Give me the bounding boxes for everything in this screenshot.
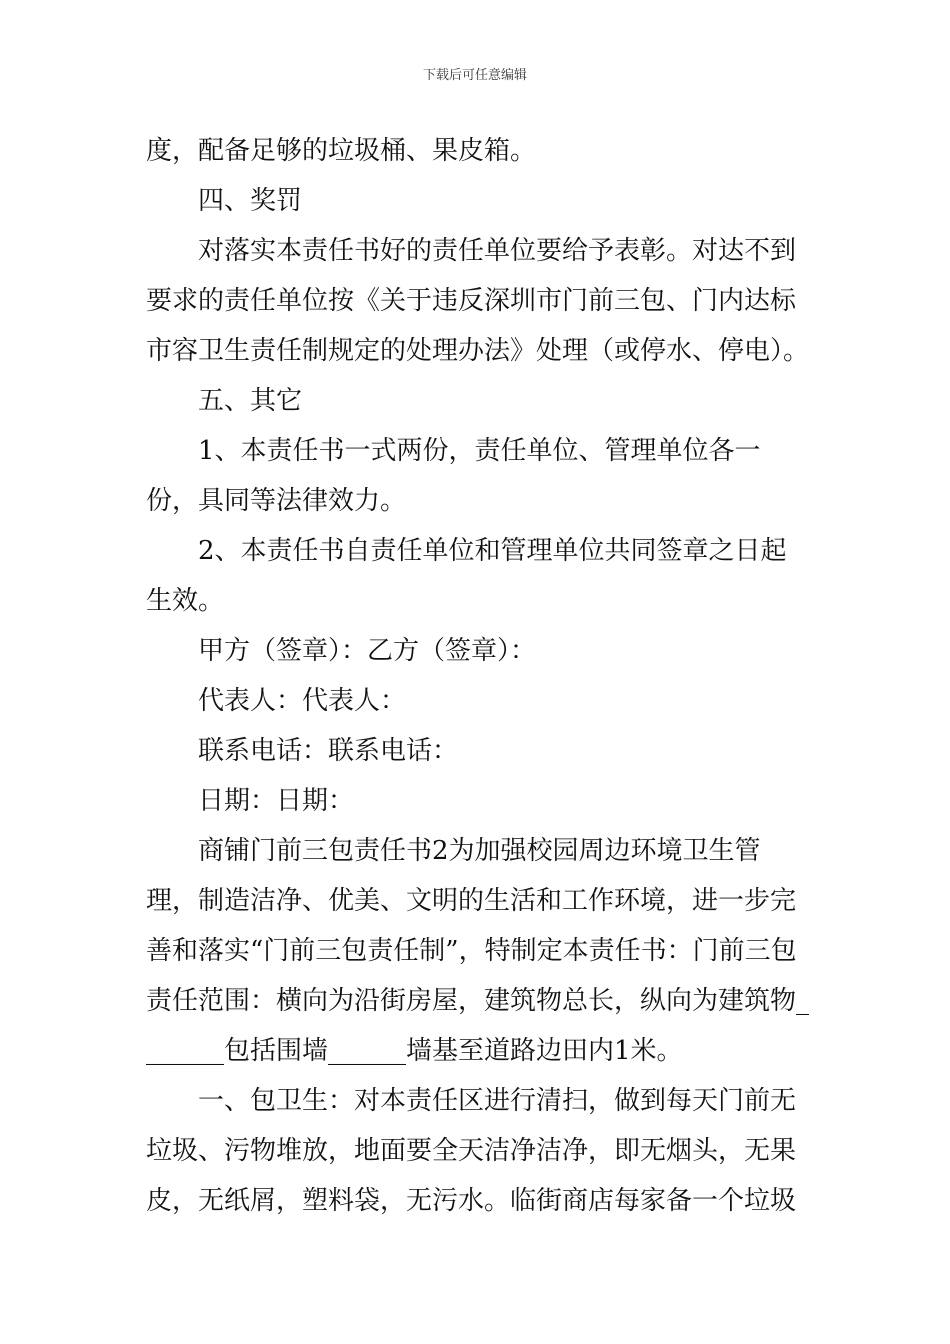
document-body (146, 126, 810, 1226)
page-header: 下载后可任意编辑 (422, 68, 527, 83)
paragraph-item-1: 1、本责任书一式两份，责任单位、管理单位各一份，具同等法律效力。 (146, 436, 761, 516)
representative-line: 代表人：代表人： (198, 686, 407, 716)
paragraph-item-2: 2、本责任书自责任单位和管理单位共同签章之日起生效。 (146, 536, 787, 616)
signature-parties-line: 甲方（签章）：乙方（签章）： (198, 636, 537, 666)
paragraph-hygiene: 一、包卫生：对本责任区进行清扫，做到每天门前无垃圾、污物堆放，地面要全天洁净洁净，即无烟头，无果皮，无纸屑，塑料袋，无污水。临街商店每家备一个垃圾 (146, 1086, 797, 1216)
section-heading-other: 五、其它 (198, 386, 303, 416)
date-line: 日期：日期： (198, 786, 355, 816)
section-heading-rewards: 四、奖罚 (198, 186, 303, 216)
paragraph-rewards: 对落实本责任书好的责任单位要给予表彰。对达不到要求的责任单位按《关于违反深圳市门前三包、门内达标市容卫生责任制规定的处理办法》处理（或停水、停电）。 (146, 236, 810, 366)
phone-line: 联系电话：联系电话： (198, 736, 459, 766)
paragraph-continuation: 度，配备足够的垃圾桶、果皮箱。 (146, 136, 537, 166)
paragraph-document-2-intro: 商铺门前三包责任书2为加强校园周边环境卫生管理，制造洁净、优美、文明的生活和工作环境，进一步完善和落实“门前三包责任制”，特制定本责任书：门前三包责任范围：横向为沿街房屋，建筑物总长，纵向为建筑物_______包括围墙______墙基至道路边田内1米。 (146, 836, 810, 1066)
